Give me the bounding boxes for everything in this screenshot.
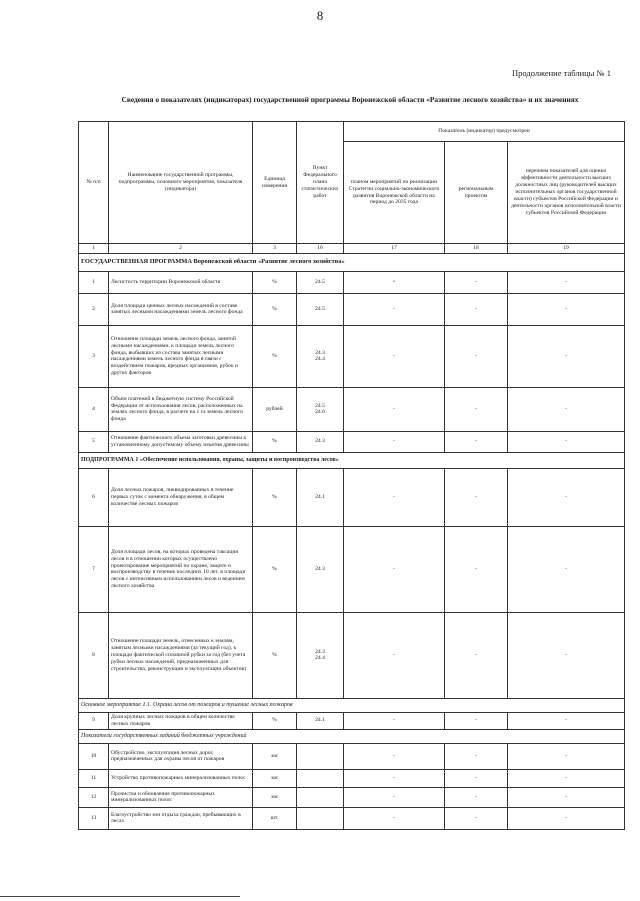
header-name: Наименование государственной программы, подпрограммы, основного мероприятия, показателя (индикатора) (109, 122, 253, 244)
indicator-name: Лесистость территории Воронежской области (109, 271, 253, 293)
unit-cell: % (253, 431, 297, 452)
col-index: 17 (344, 244, 445, 254)
regional-project-cell: - (445, 468, 508, 526)
plan-item-cell (297, 807, 344, 829)
section-title: Основное мероприятие 1.1. Охрана лесов от пожаров и тушение лесных пожаров (79, 698, 625, 712)
strategy-plan-cell: - (344, 325, 445, 387)
header-item: Пункт Федерального плана статистических работ (297, 122, 344, 244)
section-row-program (79, 253, 625, 271)
unit-cell: % (253, 612, 297, 698)
col-index: 2 (109, 244, 253, 254)
regional-project-cell: - (445, 387, 508, 431)
row-number: 5 (79, 431, 109, 452)
regional-project-cell: - (445, 787, 508, 807)
footer-divider (0, 896, 240, 897)
indicator-name: Отношение фактического объема заготовки древесины к установленному допустимому объему изъятия древесины (109, 431, 253, 452)
regional-project-cell: - (445, 769, 508, 787)
unit-cell: км (253, 769, 297, 787)
indicator-name: Отношение площади земель, отнесенных к землям, занятым лесными насаждениями (за текущий год), к площади фактической сплошной рубки за год (без учета рубки лесных насаждений, предназначенных для строительства, реконструкции и эксплуатации объектов) (109, 612, 253, 698)
table-row (79, 769, 625, 787)
regional-project-cell: - (445, 293, 508, 325)
col-index: 1 (79, 244, 109, 254)
row-number: 13 (79, 807, 109, 829)
plan-item-cell (297, 743, 344, 769)
evaluation-list-cell: - (508, 271, 625, 293)
strategy-plan-cell: - (344, 468, 445, 526)
regional-project-cell: - (445, 743, 508, 769)
table-row (79, 271, 625, 293)
table-row (79, 712, 625, 729)
table-row (79, 293, 625, 325)
table-row (79, 431, 625, 452)
evaluation-list-cell: - (508, 293, 625, 325)
section-row-indicators (79, 729, 625, 743)
indicator-name: Доля крупных лесных пожаров в общем количестве лесных пожаров (109, 712, 253, 729)
table-row (79, 526, 625, 612)
unit-cell: км (253, 743, 297, 769)
table-row (79, 743, 625, 769)
row-number: 10 (79, 743, 109, 769)
table-row (79, 325, 625, 387)
col-index: 16 (297, 244, 344, 254)
indicator-name: Благоустройство зон отдыха граждан, пребывающих в лесах (109, 807, 253, 829)
section-row-measure (79, 698, 625, 712)
evaluation-list-cell: - (508, 325, 625, 387)
row-number: 4 (79, 387, 109, 431)
document-title: Сведения о показателях (индикаторах) государственной программы Воронежской области «Развитие лесного хозяйства» и их значениях (121, 95, 579, 104)
table-row (79, 468, 625, 526)
table-row (79, 387, 625, 431)
section-title: ГОСУДАРСТВЕННАЯ ПРОГРАММА Воронежской области «Развитие лесного хозяйства» (79, 253, 625, 271)
table-body (79, 244, 625, 830)
unit-cell: % (253, 325, 297, 387)
indicator-name: Прочистка и обновление противопожарных минерализованных полос (109, 787, 253, 807)
strategy-plan-cell: - (344, 712, 445, 729)
unit-cell: % (253, 712, 297, 729)
evaluation-list-cell: - (508, 612, 625, 698)
plan-item-cell: 24.5 (297, 293, 344, 325)
regional-project-cell: - (445, 807, 508, 829)
unit-cell: % (253, 293, 297, 325)
strategy-plan-cell: - (344, 431, 445, 452)
col-index: 3 (253, 244, 297, 254)
plan-item-cell: 24.3 24.4 (297, 325, 344, 387)
plan-item-cell: 24.5 (297, 271, 344, 293)
regional-project-cell: - (445, 612, 508, 698)
regional-project-cell: - (445, 325, 508, 387)
header-unit: Единица измерения (253, 122, 297, 244)
unit-cell: шт. (253, 807, 297, 829)
unit-cell: рублей (253, 387, 297, 431)
plan-item-cell: 24.3 (297, 431, 344, 452)
unit-cell: % (253, 468, 297, 526)
evaluation-list-cell: - (508, 743, 625, 769)
row-number: 8 (79, 612, 109, 698)
plan-item-cell: 24.1 (297, 468, 344, 526)
strategy-plan-cell: - (344, 807, 445, 829)
header-list: перечнем показателей для оценки эффективности деятельности высших должностных лиц (руководителей высших исполнительных органов государственной власти) субъектов Российской Федерации и деятельности органов исполнительной власти субъектов Российской Федерации (508, 142, 625, 244)
regional-project-cell: - (445, 431, 508, 452)
header-num: № п/п (79, 122, 109, 244)
row-number: 11 (79, 769, 109, 787)
row-number: 6 (79, 468, 109, 526)
indicator-name: Доля площади ценных лесных насаждений в составе занятых лесными насаждениями земель лесного фонда (109, 293, 253, 325)
evaluation-list-cell: - (508, 387, 625, 431)
plan-item-cell: 24.1 (297, 712, 344, 729)
table-header (79, 122, 625, 244)
unit-cell: % (253, 526, 297, 612)
column-index-row (79, 244, 625, 254)
evaluation-list-cell: - (508, 468, 625, 526)
plan-item-cell: 24.5 24.6 (297, 387, 344, 431)
plan-item-cell (297, 769, 344, 787)
strategy-plan-cell: - (344, 743, 445, 769)
indicator-name: Доля лесных пожаров, ликвидированных в течение первых суток с момента обнаружения, в общем количестве лесных пожаров (109, 468, 253, 526)
row-number: 2 (79, 293, 109, 325)
section-row-subprogram (79, 452, 625, 468)
indicator-name: Обустройство, эксплуатация лесных дорог, предназначенных для охраны лесов от пожаров (109, 743, 253, 769)
strategy-plan-cell: - (344, 612, 445, 698)
strategy-plan-cell: - (344, 293, 445, 325)
strategy-plan-cell: + (344, 271, 445, 293)
table-row (79, 787, 625, 807)
evaluation-list-cell: - (508, 807, 625, 829)
plan-item-cell: 24.3 (297, 526, 344, 612)
header-group: Показатель (индикатор) предусмотрен (344, 122, 625, 142)
table-row (79, 612, 625, 698)
indicator-name: Отношение площади земель лесного фонда, занятой лесными насаждениями, к площади земель лесного фонда, выбывших из состава занятых лесными насаждениями земель лесного фонда в связи с воздействием пожаров, вредных организмов, рубок и других факторов (109, 325, 253, 387)
evaluation-list-cell: - (508, 787, 625, 807)
header-plan: планом мероприятий по реализации Стратегии социально-экономического развития Воронежской области на период до 2035 года (344, 142, 445, 244)
section-title: ПОДПРОГРАММА 1 «Обеспечение использования, охраны, защиты и воспроизводства лесов» (79, 452, 625, 468)
indicator-name: Доля площади лесов, на которых проведена таксация лесов и в отношении которых осуществлено проектирование мероприятий по охране, защите и воспроизводству в течение последних 10 лет, в площади лесов с интенсивным использованием лесов и ведением лесного хозяйства (109, 526, 253, 612)
strategy-plan-cell: - (344, 769, 445, 787)
regional-project-cell: - (445, 712, 508, 729)
section-title: Показатели государственных заданий бюджетных учреждений (79, 729, 625, 743)
row-number: 12 (79, 787, 109, 807)
strategy-plan-cell: - (344, 526, 445, 612)
regional-project-cell: - (445, 526, 508, 612)
indicator-name: Устройство противопожарных минерализованных полос (109, 769, 253, 787)
evaluation-list-cell: - (508, 431, 625, 452)
page-number: 8 (316, 8, 324, 23)
strategy-plan-cell: - (344, 387, 445, 431)
strategy-plan-cell: - (344, 787, 445, 807)
header-regional: региональным проектом (445, 142, 508, 244)
unit-cell: км (253, 787, 297, 807)
row-number: 3 (79, 325, 109, 387)
plan-item-cell: 24.3 24.4 (297, 612, 344, 698)
evaluation-list-cell: - (508, 526, 625, 612)
evaluation-list-cell: - (508, 769, 625, 787)
row-number: 9 (79, 712, 109, 729)
indicators-table (78, 121, 625, 830)
indicator-name: Объем платежей в бюджетную систему Российской Федерации от использования лесов, расположенных на землях лесного фонда, в расчете на 1 га земель лесного фонда (109, 387, 253, 431)
table-row (79, 807, 625, 829)
row-number: 1 (79, 271, 109, 293)
plan-item-cell (297, 787, 344, 807)
evaluation-list-cell: - (508, 712, 625, 729)
table-continuation-label: Продолжение таблицы № 1 (512, 68, 611, 78)
unit-cell: % (253, 271, 297, 293)
col-index: 18 (445, 244, 508, 254)
regional-project-cell: - (445, 271, 508, 293)
row-number: 7 (79, 526, 109, 612)
col-index: 19 (508, 244, 625, 254)
